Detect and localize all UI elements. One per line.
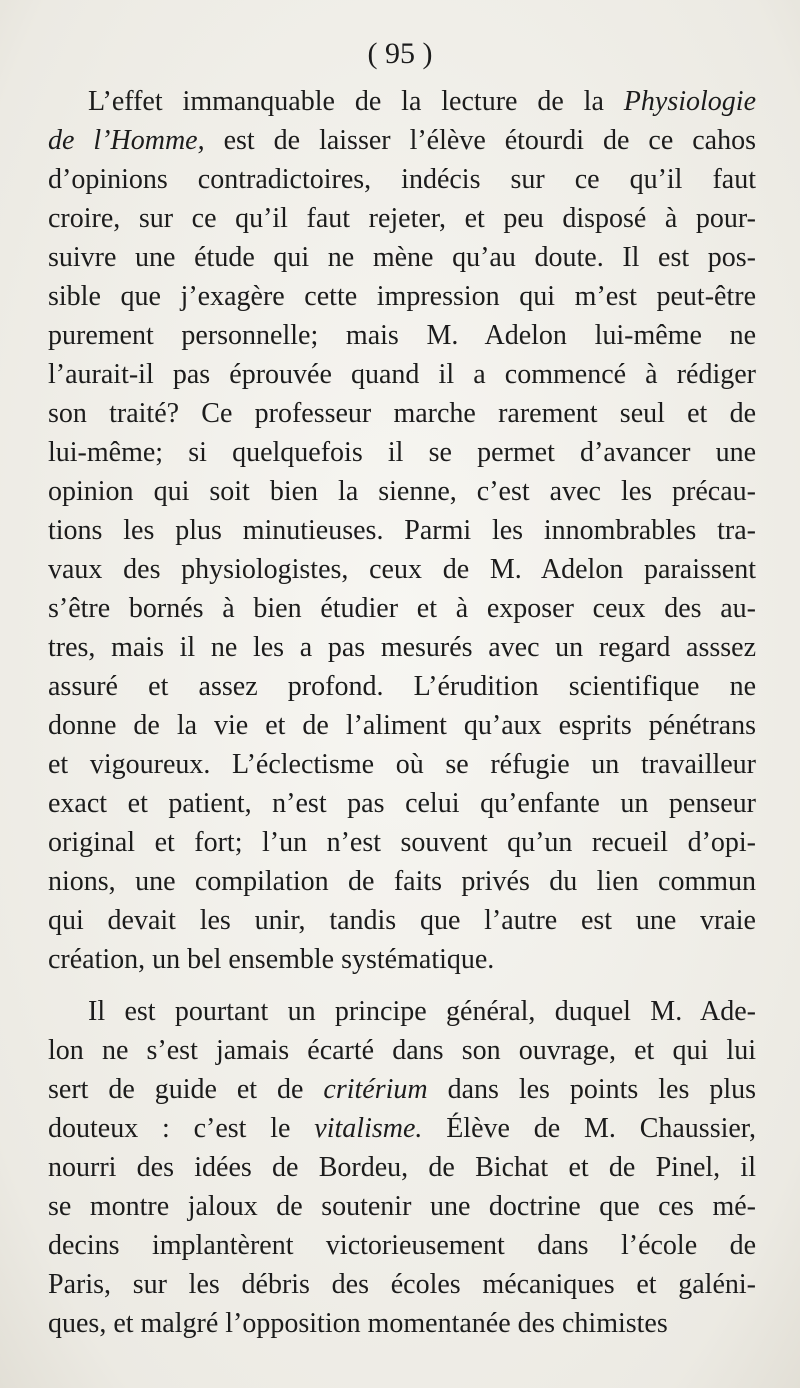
text-line (48, 1265, 756, 1304)
text-segment: dans les points les plus (427, 1074, 756, 1105)
text-line (48, 1031, 756, 1070)
text-segment: Élève de M. Chaussier, (422, 1113, 756, 1144)
italic-text: vitalisme. (314, 1113, 423, 1144)
text-segment: tres, mais il ne les a pas mesurés avec un regard asssez (48, 632, 756, 663)
text-line (48, 1109, 756, 1148)
text-line (48, 1070, 756, 1109)
text-line (48, 823, 756, 862)
text-line (48, 82, 756, 121)
text-line (48, 199, 756, 238)
italic-text: de l’Homme, (48, 125, 205, 156)
text-line (48, 862, 756, 901)
text-line (48, 472, 756, 511)
text-line (48, 238, 756, 277)
text-segment: assuré et assez profond. L’érudition scientifique ne (48, 671, 756, 702)
paragraph (48, 992, 756, 1343)
text-segment: sible que j’exagère cette impression qui m’est peut-être (48, 281, 756, 312)
text-segment: decins implantèrent victorieusement dans l’école de (48, 1230, 756, 1261)
text-segment: lui-même; si quelquefois il se permet d’avancer une (48, 437, 756, 468)
text-segment: création, un bel ensemble systématique. (48, 944, 495, 975)
text-line (48, 745, 756, 784)
text-segment: purement personnelle; mais M. Adelon lui-même ne (48, 320, 756, 351)
text-line (48, 784, 756, 823)
text-line (48, 277, 756, 316)
text-segment: qui devait les unir, tandis que l’autre est une vraie (48, 905, 756, 936)
italic-text: Physiologie (623, 86, 756, 117)
text-line (48, 589, 756, 628)
text-segment: tions les plus minutieuses. Parmi les innombrables tra- (48, 515, 756, 546)
text-segment: ques, et malgré l’opposition momentanée des chimistes (48, 1308, 668, 1339)
text-line (48, 1187, 756, 1226)
text-segment: se montre jaloux de soutenir une doctrine que ces mé- (48, 1191, 756, 1222)
text-line (48, 550, 756, 589)
text-line (48, 628, 756, 667)
italic-text: critérium (323, 1074, 428, 1105)
paragraph (48, 82, 756, 979)
text-line (48, 940, 756, 979)
text-line (48, 316, 756, 355)
text-line (48, 160, 756, 199)
text-segment: s’être bornés à bien étudier et à exposer ceux des au- (48, 593, 756, 624)
text-line (48, 1148, 756, 1187)
text-line (48, 1226, 756, 1265)
text-segment: est de laisser l’élève étourdi de ce cahos (204, 125, 757, 156)
text-segment: lon ne s’est jamais écarté dans son ouvrage, et qui lui (48, 1035, 756, 1066)
text-segment: douteux : c’est le (48, 1113, 315, 1144)
text-line (48, 394, 756, 433)
text-segment: l’aurait-il pas éprouvée quand il a commencé à rédiger (48, 359, 756, 390)
text-segment: donne de la vie et de l’aliment qu’aux esprits pénétrans (48, 710, 756, 741)
text-segment: sert de guide et de (48, 1074, 324, 1105)
text-line (48, 901, 756, 940)
text-segment: L’effet immanquable de la lecture de la (88, 86, 624, 117)
text-segment: nions, une compilation de faits privés du lien commun (48, 866, 756, 897)
text-line (48, 667, 756, 706)
text-segment: original et fort; l’un n’est souvent qu’un recueil d’opi- (48, 827, 756, 858)
text-line (48, 1304, 756, 1343)
text-segment: d’opinions contradictoires, indécis sur ce qu’il faut (48, 164, 756, 195)
text-segment: nourri des idées de Bordeu, de Bichat et de Pinel, il (48, 1152, 756, 1183)
page-number: ( 95 ) (367, 37, 433, 70)
text-segment: croire, sur ce qu’il faut rejeter, et peu disposé à pour- (48, 203, 756, 234)
text-segment: Paris, sur les débris des écoles mécaniques et galéni- (48, 1269, 756, 1300)
text-line (48, 706, 756, 745)
text-line (48, 992, 756, 1031)
text-segment: vaux des physiologistes, ceux de M. Adelon paraissent (48, 554, 756, 585)
text-line (48, 433, 756, 472)
text-line (48, 511, 756, 550)
text-line (48, 121, 756, 160)
text-segment: opinion qui soit bien la sienne, c’est avec les précau- (48, 476, 756, 507)
body-text (48, 82, 756, 1343)
text-segment: exact et patient, n’est pas celui qu’enfante un penseur (48, 788, 756, 819)
text-segment: et vigoureux. L’éclectisme où se réfugie un travailleur (48, 749, 756, 780)
text-segment: son traité? Ce professeur marche rarement seul et de (48, 398, 756, 429)
text-segment: Il est pourtant un principe général, duquel M. Ade- (88, 996, 756, 1027)
text-line (48, 355, 756, 394)
text-segment: suivre une étude qui ne mène qu’au doute. Il est pos- (48, 242, 756, 273)
paragraph-gap (48, 979, 756, 992)
